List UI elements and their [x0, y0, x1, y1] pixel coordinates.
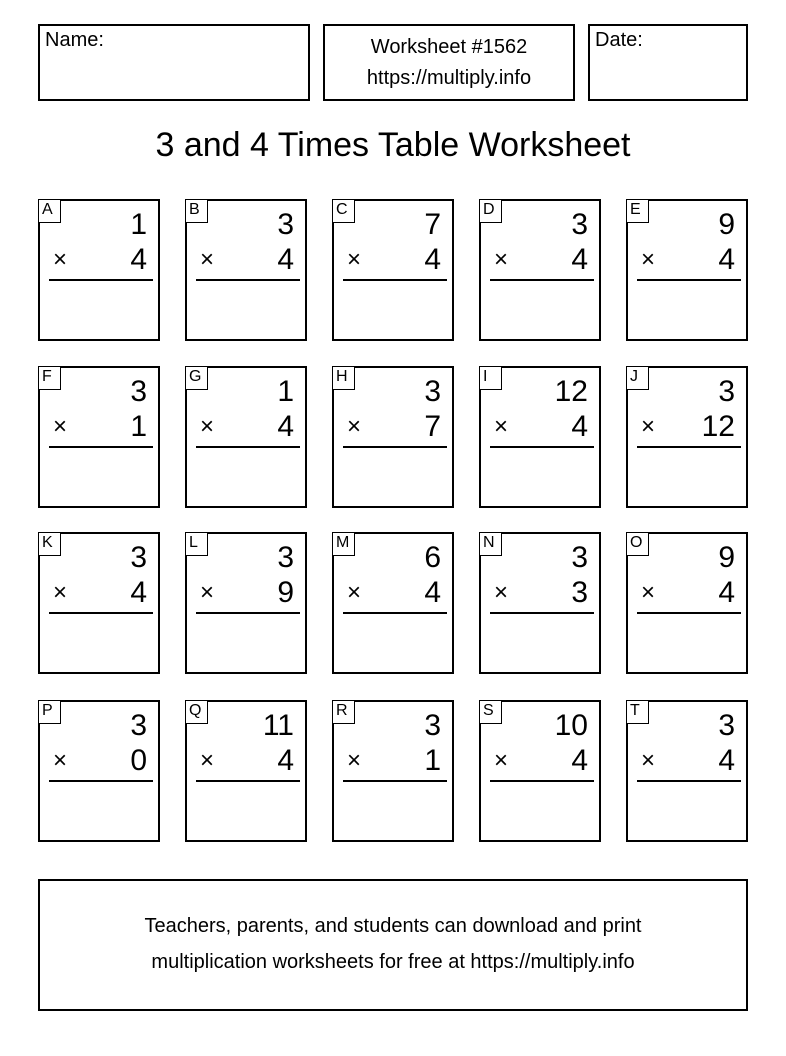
problem-letter: H [332, 366, 355, 390]
problem-letter: J [626, 366, 649, 390]
problem-bottom-number: 4 [130, 243, 147, 276]
problem-top-number: 3 [130, 375, 147, 408]
multiply-sign: × [347, 413, 362, 440]
problem-card[interactable] [626, 366, 748, 508]
date-label: Date: [595, 29, 643, 51]
problem-top-number: 9 [718, 208, 735, 241]
problem-letter: R [332, 700, 355, 724]
problem-letter: C [332, 199, 355, 223]
problem-top-number: 3 [718, 375, 735, 408]
multiply-sign: × [494, 579, 509, 606]
multiply-sign: × [641, 747, 656, 774]
problem-bottom-number: 4 [571, 744, 588, 777]
problem-letter: K [38, 532, 61, 556]
answer-line [343, 780, 447, 782]
worksheet-url: https://multiply.info [366, 67, 532, 89]
answer-line [49, 780, 153, 782]
footer-line-2: multiplication worksheets for free at https://multiply.info [151, 951, 635, 973]
problem-top-number: 3 [130, 709, 147, 742]
answer-line [637, 279, 741, 281]
problem-letter: B [185, 199, 208, 223]
problem-top-number: 3 [424, 709, 441, 742]
problem-bottom-number: 4 [571, 410, 588, 443]
problem-bottom-number: 4 [571, 243, 588, 276]
problem-bottom-number: 7 [424, 410, 441, 443]
multiply-sign: × [200, 246, 215, 273]
problem-letter: S [479, 700, 502, 724]
answer-line [490, 279, 594, 281]
problem-bottom-number: 4 [424, 576, 441, 609]
problem-bottom-number: 1 [424, 744, 441, 777]
worksheet-info-box [323, 24, 575, 101]
problem-bottom-number: 4 [130, 576, 147, 609]
problem-top-number: 7 [424, 208, 441, 241]
problem-letter: Q [185, 700, 208, 724]
problem-card[interactable] [626, 532, 748, 674]
multiply-sign: × [641, 413, 656, 440]
problem-card[interactable] [185, 199, 307, 341]
answer-line [637, 780, 741, 782]
multiply-sign: × [53, 413, 68, 440]
problem-top-number: 12 [554, 375, 588, 408]
name-label: Name: [45, 29, 104, 51]
footer-box [38, 879, 748, 1011]
multiply-sign: × [200, 413, 215, 440]
footer-line-1: Teachers, parents, and students can download and print [144, 915, 642, 937]
problem-card[interactable] [38, 532, 160, 674]
multiply-sign: × [200, 579, 215, 606]
problem-letter: E [626, 199, 649, 223]
answer-line [490, 780, 594, 782]
problem-letter: G [185, 366, 208, 390]
problem-bottom-number: 4 [277, 744, 294, 777]
problem-letter: A [38, 199, 61, 223]
problem-card[interactable] [185, 700, 307, 842]
multiply-sign: × [494, 747, 509, 774]
problem-bottom-number: 3 [571, 576, 588, 609]
multiply-sign: × [347, 579, 362, 606]
multiply-sign: × [641, 246, 656, 273]
problem-bottom-number: 1 [130, 410, 147, 443]
answer-line [637, 446, 741, 448]
problem-card[interactable] [38, 199, 160, 341]
answer-line [490, 612, 594, 614]
problem-bottom-number: 4 [277, 243, 294, 276]
problem-card[interactable] [626, 199, 748, 341]
problem-bottom-number: 12 [701, 410, 735, 443]
answer-line [490, 446, 594, 448]
problem-bottom-number: 0 [130, 744, 147, 777]
problem-letter: F [38, 366, 61, 390]
answer-line [49, 446, 153, 448]
problem-letter: M [332, 532, 355, 556]
answer-line [343, 279, 447, 281]
problem-top-number: 3 [277, 541, 294, 574]
answer-line [49, 279, 153, 281]
problem-top-number: 3 [718, 709, 735, 742]
problem-card[interactable] [479, 366, 601, 508]
answer-line [196, 612, 300, 614]
problem-letter: P [38, 700, 61, 724]
answer-line [343, 612, 447, 614]
problem-letter: L [185, 532, 208, 556]
problem-bottom-number: 4 [718, 576, 735, 609]
problem-top-number: 6 [424, 541, 441, 574]
multiply-sign: × [53, 747, 68, 774]
problem-card[interactable] [479, 199, 601, 341]
problem-card[interactable] [185, 366, 307, 508]
name-field[interactable] [38, 24, 310, 101]
answer-line [196, 446, 300, 448]
multiply-sign: × [53, 579, 68, 606]
problem-card[interactable] [332, 366, 454, 508]
problem-bottom-number: 4 [277, 410, 294, 443]
problem-letter: D [479, 199, 502, 223]
multiply-sign: × [494, 413, 509, 440]
problem-card[interactable] [626, 700, 748, 842]
multiply-sign: × [641, 579, 656, 606]
page-title: 3 and 4 Times Table Worksheet [155, 126, 631, 164]
problem-bottom-number: 9 [277, 576, 294, 609]
problem-card[interactable] [332, 532, 454, 674]
problem-letter: N [479, 532, 502, 556]
problem-top-number: 11 [262, 709, 294, 742]
worksheet-number: Worksheet #1562 [370, 36, 528, 58]
problem-bottom-number: 4 [718, 243, 735, 276]
problem-card[interactable] [332, 700, 454, 842]
problem-card[interactable] [479, 532, 601, 674]
problem-card[interactable] [38, 700, 160, 842]
problem-letter: O [626, 532, 649, 556]
problem-card[interactable] [332, 199, 454, 341]
problem-top-number: 3 [424, 375, 441, 408]
problem-top-number: 3 [277, 208, 294, 241]
problem-card[interactable] [38, 366, 160, 508]
multiply-sign: × [494, 246, 509, 273]
problem-card[interactable] [185, 532, 307, 674]
multiply-sign: × [53, 246, 68, 273]
date-field[interactable] [588, 24, 748, 101]
problem-top-number: 3 [571, 208, 588, 241]
problem-top-number: 10 [554, 709, 588, 742]
answer-line [196, 279, 300, 281]
multiply-sign: × [347, 747, 362, 774]
problem-top-number: 9 [718, 541, 735, 574]
problem-card[interactable] [479, 700, 601, 842]
multiply-sign: × [347, 246, 362, 273]
answer-line [343, 446, 447, 448]
problem-letter: T [626, 700, 649, 724]
problem-top-number: 1 [130, 208, 147, 241]
multiply-sign: × [200, 747, 215, 774]
problem-top-number: 3 [571, 541, 588, 574]
problem-bottom-number: 4 [424, 243, 441, 276]
problem-top-number: 3 [130, 541, 147, 574]
answer-line [637, 612, 741, 614]
problem-letter: I [479, 366, 502, 390]
answer-line [49, 612, 153, 614]
problem-bottom-number: 4 [718, 744, 735, 777]
problem-top-number: 1 [277, 375, 294, 408]
answer-line [196, 780, 300, 782]
